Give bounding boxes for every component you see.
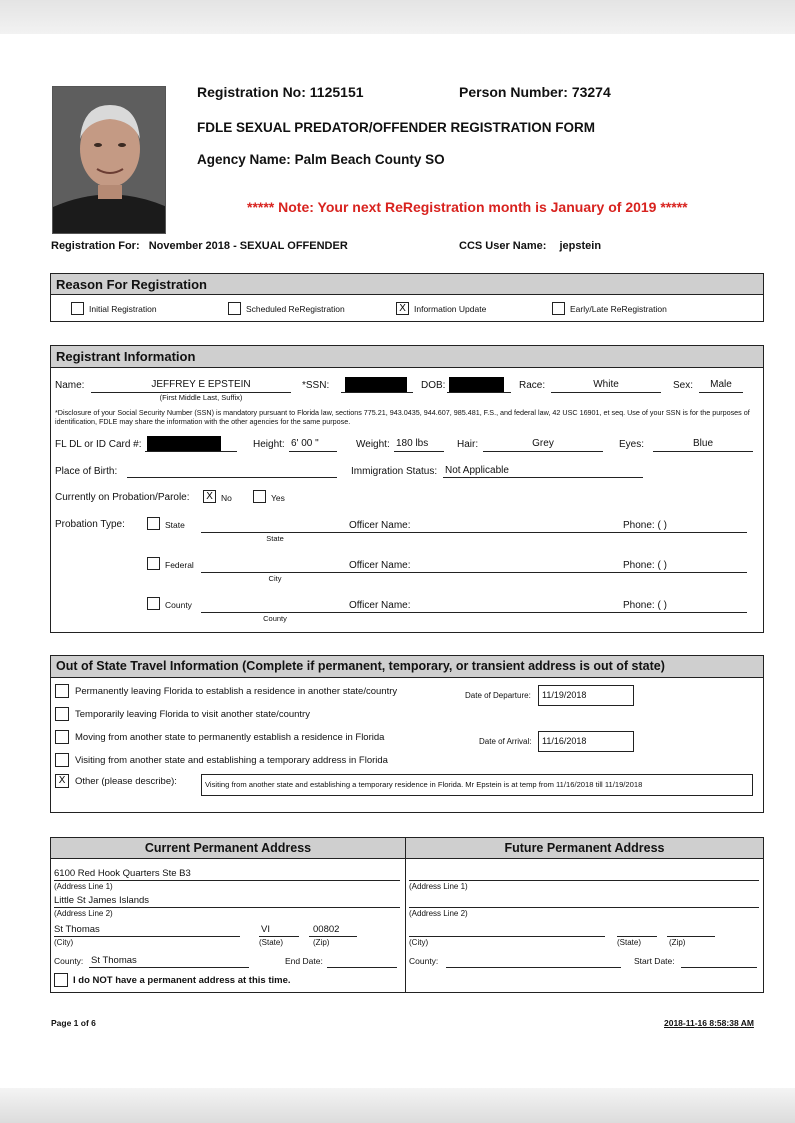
immigration-line xyxy=(443,477,643,478)
ssn-label: *SSN: xyxy=(302,380,330,391)
pob-line xyxy=(127,477,337,478)
future-state-rule xyxy=(617,936,657,937)
race-value: White xyxy=(593,379,619,390)
height-label: Height: xyxy=(253,439,285,450)
travel-option-label: Other (please describe): xyxy=(75,776,177,787)
current-address-title: Current Permanent Address xyxy=(51,838,405,859)
dl-redacted xyxy=(147,436,221,452)
future-address-title: Future Permanent Address xyxy=(406,838,763,859)
future-county-label: County: xyxy=(409,956,439,966)
travel-section xyxy=(50,655,764,813)
checkbox-travel-temporary-leave[interactable] xyxy=(55,707,69,721)
checkbox-travel-other[interactable]: X xyxy=(55,774,69,788)
option-label: Scheduled ReRegistration xyxy=(246,304,345,314)
probation-state-line xyxy=(201,532,349,533)
checkbox-probation-county[interactable] xyxy=(147,597,160,610)
departure-label: Date of Departure: xyxy=(465,691,531,700)
probation-county-hint: County xyxy=(263,614,287,623)
sex-value: Male xyxy=(710,379,732,390)
registrant-photo xyxy=(52,86,166,234)
current-line2-hint: (Address Line 2) xyxy=(54,909,113,918)
ssn-redacted xyxy=(345,377,407,393)
ssn-line xyxy=(341,392,413,393)
eyes-label: Eyes: xyxy=(619,439,645,450)
weight-value: 180 lbs xyxy=(396,438,429,449)
reregistration-note: ***** Note: Your next ReRegistration month is January of 2019 ***** xyxy=(247,199,688,215)
current-line1-hint: (Address Line 1) xyxy=(54,882,113,891)
officer-label: Officer Name: xyxy=(349,520,411,531)
probation-county-line xyxy=(201,612,349,613)
probation-state-hint: State xyxy=(266,534,284,543)
checkbox-probation-federal[interactable] xyxy=(147,557,160,570)
future-zip-rule xyxy=(667,936,715,937)
future-start-date-label: Start Date: xyxy=(634,956,675,966)
probation-type-name: County xyxy=(165,600,192,610)
name-label: Name: xyxy=(55,380,85,391)
phone-label: Phone: ( ) xyxy=(623,520,667,531)
immigration-value: Not Applicable xyxy=(445,465,509,476)
eyes-value: Blue xyxy=(692,438,713,449)
registrant-title: Registrant Information xyxy=(51,346,763,368)
registration-no-value: 1125151 xyxy=(309,84,364,100)
arrival-label: Date of Arrival: xyxy=(479,737,532,746)
checkbox-probation-state[interactable] xyxy=(147,517,160,530)
phone-label: Phone: ( ) xyxy=(623,600,667,611)
future-line2-hint: (Address Line 2) xyxy=(409,909,468,918)
weight-line xyxy=(394,451,444,452)
checkbox-travel-moving-in[interactable] xyxy=(55,730,69,744)
future-city-rule xyxy=(409,936,605,937)
travel-option-label: Moving from another state to permanently establish a residence in Florida xyxy=(75,732,385,743)
agency-value: Palm Beach County SO xyxy=(294,152,445,167)
eyes-line xyxy=(653,451,753,452)
person-number xyxy=(459,84,611,100)
officer-line xyxy=(349,532,747,533)
hair-value: Grey xyxy=(532,438,554,449)
probation-federal-line xyxy=(201,572,349,573)
future-city-hint: (City) xyxy=(409,938,429,947)
option-label: Information Update xyxy=(414,304,487,314)
probation-type-label: Probation Type: xyxy=(55,519,125,530)
name-hint: (First Middle Last, Suffix) xyxy=(159,393,243,402)
height-value: 6' 00 " xyxy=(291,438,319,449)
registration-number xyxy=(197,84,364,100)
reason-section xyxy=(50,273,764,322)
current-city: St Thomas xyxy=(54,924,100,935)
departure-input[interactable]: 11/19/2018 xyxy=(538,685,634,706)
checkbox-travel-permanent-leave[interactable] xyxy=(55,684,69,698)
checkbox-travel-visiting[interactable] xyxy=(55,753,69,767)
current-city-rule xyxy=(54,936,240,937)
future-line2-rule xyxy=(409,907,759,908)
hair-line xyxy=(483,451,603,452)
page-number: Page 1 of 6 xyxy=(51,1018,96,1028)
checkbox-probation-no[interactable]: X xyxy=(203,490,216,503)
registrant-section xyxy=(50,345,764,633)
travel-option-label: Temporarily leaving Florida to visit another state/country xyxy=(75,709,310,720)
current-zip-rule xyxy=(309,936,357,937)
no-permanent-address-label: I do NOT have a permanent address at this time. xyxy=(73,975,291,986)
address-divider xyxy=(405,838,406,992)
print-timestamp: 2018-11-16 8:58:38 AM xyxy=(664,1018,754,1028)
officer-line xyxy=(349,612,747,613)
person-number-value: 73274 xyxy=(571,84,611,100)
ccs-user-value: jepstein xyxy=(559,240,602,252)
travel-option-label: Permanently leaving Florida to establish a residence in another state/country xyxy=(75,686,398,697)
current-state-rule xyxy=(259,936,299,937)
probation-no-label: No xyxy=(221,493,232,503)
probation-type-name: Federal xyxy=(165,560,194,570)
registration-for-value: November 2018 - SEXUAL OFFENDER xyxy=(148,240,348,252)
current-state-hint: (State) xyxy=(259,938,284,947)
current-zip: 00802 xyxy=(313,924,340,935)
current-county-rule xyxy=(89,967,249,968)
checkbox-scheduled-reregistration[interactable] xyxy=(228,302,241,315)
height-line xyxy=(289,451,337,452)
checkbox-initial-registration[interactable] xyxy=(71,302,84,315)
checkbox-no-permanent-address[interactable] xyxy=(54,973,68,987)
registration-no-label: Registration No: xyxy=(197,84,306,100)
current-zip-hint: (Zip) xyxy=(313,938,330,947)
checkbox-information-update[interactable]: X xyxy=(396,302,409,315)
sex-line xyxy=(699,392,743,393)
future-line1-rule xyxy=(409,880,759,881)
probation-type-name: State xyxy=(165,520,185,530)
pob-label: Place of Birth: xyxy=(55,466,118,477)
probation-yes-label: Yes xyxy=(271,493,285,503)
ccs-user-label: CCS User Name: xyxy=(459,240,547,252)
current-line2-rule xyxy=(54,907,400,908)
current-line1-rule xyxy=(54,880,400,881)
checkbox-probation-yes[interactable] xyxy=(253,490,266,503)
current-line1: 6100 Red Hook Quarters Ste B3 xyxy=(54,868,191,879)
current-county-label: County: xyxy=(54,956,84,966)
current-end-date-label: End Date: xyxy=(285,956,323,966)
checkbox-early-late-reregistration[interactable] xyxy=(552,302,565,315)
person-number-label: Person Number: xyxy=(459,84,568,100)
future-county-rule xyxy=(446,967,621,968)
scan-border-bottom xyxy=(0,1088,795,1123)
sex-label: Sex: xyxy=(673,380,694,391)
probation-federal-hint: City xyxy=(268,574,282,583)
dl-line xyxy=(145,451,237,452)
agency-label: Agency Name: xyxy=(197,152,291,167)
race-line xyxy=(551,392,661,393)
officer-label: Officer Name: xyxy=(349,600,411,611)
immigration-label: Immigration Status: xyxy=(351,466,438,477)
option-label: Early/Late ReRegistration xyxy=(570,304,667,314)
address-section xyxy=(50,837,764,993)
option-label: Initial Registration xyxy=(89,304,157,314)
ssn-disclosure: *Disclosure of your Social Security Number (SSN) is mandatory pursuant to Florida law, sections 775.21, 943.0435, 944.607, 985.481, F.S., and federal law, 42 USC 16901, et seq. Use of your SSN is for the purposes of identification, FDLE may share the information with the other agencies for the same purpose. xyxy=(55,408,750,426)
travel-option-label: Visiting from another state and establishing a temporary address in Florida xyxy=(75,755,388,766)
agency-name xyxy=(197,152,445,167)
registration-for-label: Registration For: xyxy=(51,240,140,252)
dl-label: FL DL or ID Card #: xyxy=(55,439,142,450)
current-state: VI xyxy=(261,924,270,935)
name-value: JEFFREY E EPSTEIN xyxy=(151,379,251,390)
form-title: FDLE SEXUAL PREDATOR/OFFENDER REGISTRATION FORM xyxy=(197,120,596,135)
officer-line xyxy=(349,572,747,573)
future-zip-hint: (Zip) xyxy=(669,938,686,947)
dob-redacted xyxy=(449,377,504,393)
phone-label: Phone: ( ) xyxy=(623,560,667,571)
dob-line xyxy=(447,392,511,393)
current-end-date-rule xyxy=(327,967,397,968)
ccs-user xyxy=(459,240,601,252)
registration-for xyxy=(51,240,348,252)
current-line2: Little St James Islands xyxy=(54,895,150,906)
future-state-hint: (State) xyxy=(617,938,642,947)
travel-title: Out of State Travel Information (Complete if permanent, temporary, or transient address is out of state) xyxy=(51,656,763,678)
current-city-hint: (City) xyxy=(54,938,74,947)
race-label: Race: xyxy=(519,380,546,391)
dob-label: DOB: xyxy=(421,380,446,391)
current-county: St Thomas xyxy=(91,955,137,966)
future-start-date-rule xyxy=(681,967,757,968)
arrival-input[interactable]: 11/16/2018 xyxy=(538,731,634,752)
reason-title: Reason For Registration xyxy=(51,274,763,295)
future-line1-hint: (Address Line 1) xyxy=(409,882,468,891)
officer-label: Officer Name: xyxy=(349,560,411,571)
hair-label: Hair: xyxy=(457,439,479,450)
probation-label: Currently on Probation/Parole: xyxy=(55,492,190,503)
scan-border-top xyxy=(0,0,795,34)
other-description-input[interactable]: Visiting from another state and establishing a temporary residence in Florida. Mr Epstein is at temp from 11/16/2018 till 11/19/2018 xyxy=(201,774,753,796)
weight-label: Weight: xyxy=(356,439,390,450)
